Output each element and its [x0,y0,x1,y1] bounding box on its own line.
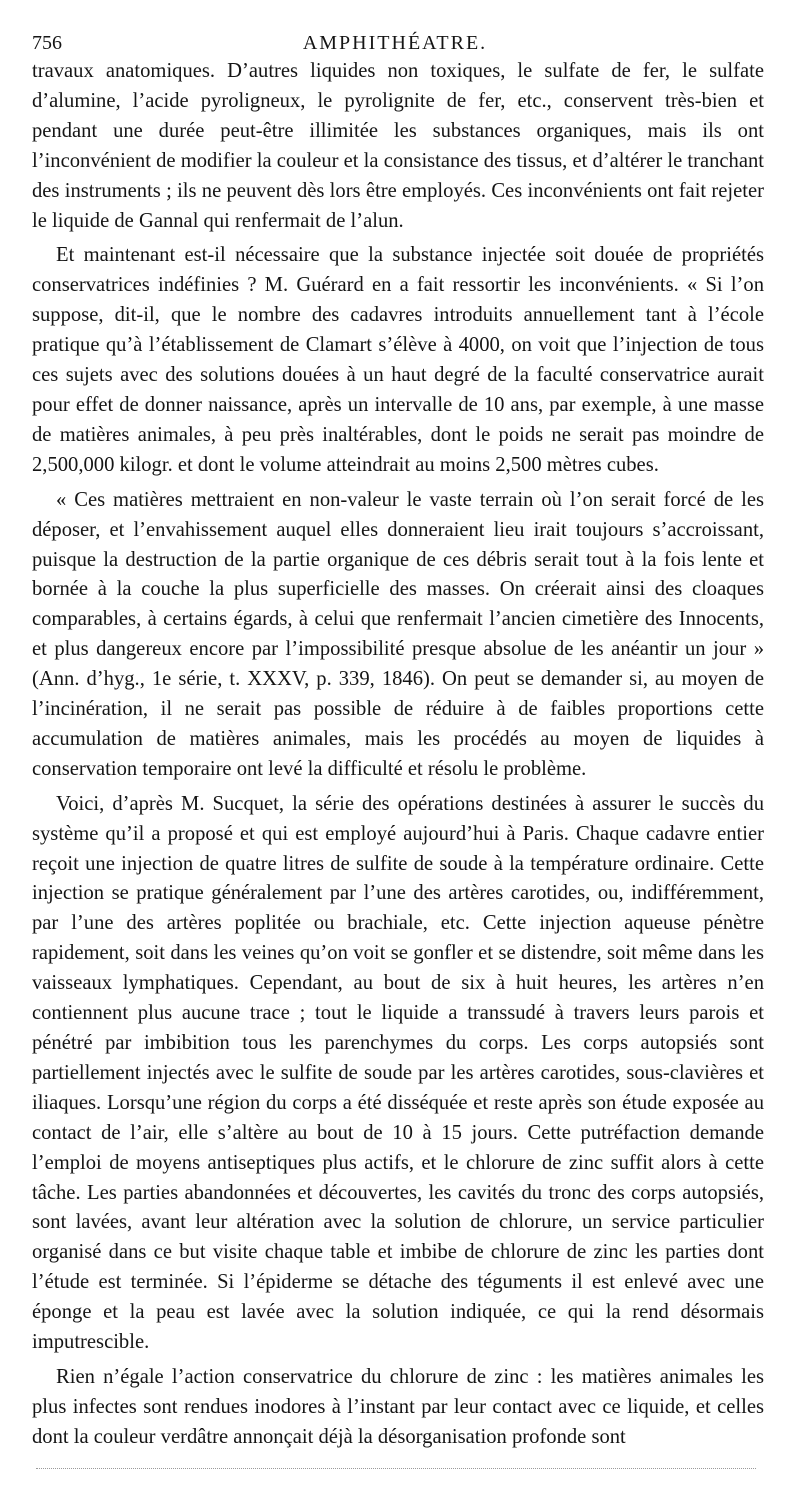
paragraph: Voici, d’après M. Sucquet, la série des opérations destinées à assurer le succès du système qu’il a proposé et qui est employé aujourd’hui à Paris. Chaque cadavre entier reçoit une injection de quatre litres de sulfite de soude à la température ordinaire. Cette injection se pratique généralement par l’une des artères carotides, ou, indifféremment, par l’une des artères poplitée ou brachiale, etc. Cette injection aqueuse pénètre rapidement, soit dans les veines qu’on voit se gonfler et se distendre, soit même dans les vaisseaux lymphatiques. Cependant, au bout de six à huit heures, les artères n’en contiennent plus aucune trace ; tout le liquide a transsudé à travers leurs parois et pénétré par imbibition tous les parenchymes du corps. Les corps autopsiés sont partiellement injectés avec le sulfite de soude par les artères carotides, sous-clavières et iliaques. Lorsqu’une région du corps a été disséquée et reste après son étude exposée au contact de l’air, elle s’altère au bout de 10 à 15 jours. Cette putréfaction demande l’emploi de moyens antiseptiques plus actifs, et le chlorure de zinc suffit alors à cette tâche. Les parties abandonnées et découvertes, les cavités du tronc des corps autopsiés, sont lavées, avant leur altération avec la solution de chlorure, un service particulier organisé dans ce but visite chaque table et imbibe de chlorure de zinc les parties dont l’étude est terminée. Si l’épiderme se détache des téguments il est enlevé avec une éponge et la peau est lavée avec la solution indiquée, ce qui la rend désormais imputrescible. [32,792,764,1354]
paragraph: Rien n’égale l’action conservatrice du chlorure de zinc : les matières animales les plus infectes sont rendues inodores à l’instant par leur contact avec ce liquide, et celles dont la couleur verdâtre annonçait déjà la désorganisation profonde sont [32,1365,764,1448]
body-text [32,57,764,1453]
paragraph: travaux anatomiques. D’autres liquides non toxiques, le sulfate de fer, le sulfate d’alumine, l’acide pyroligneux, le pyrolignite de fer, etc., conservent très-bien et pendant une durée peut-être illimitée les substances organiques, mais ils ont l’inconvénient de modifier la couleur et la consistance des tissus, et d’altérer le tranchant des instruments ; ils ne peuvent dès lors être employés. Ces inconvénients ont fait rejeter le liquide de Gannal qui renfermait de l’alun. [32,60,764,232]
paragraph: Et maintenant est-il nécessaire que la substance injectée soit douée de propriétés conservatrices indéfinies ? M. Guérard en a fait ressortir les inconvénients. « Si l’on suppose, dit-il, que le nombre des cadavres introduits annuellement tant à l’école pratique qu’à l’établissement de Clamart s’élève à 4000, on voit que l’injection de tous ces sujets avec des solutions douées à un haut degré de la faculté conservatrice aurait pour effet de donner naissance, après un intervalle de 10 ans, par exemple, à une masse de matières animales, à peu près inaltérables, dont le poids ne serait pas moindre de 2,500,000 kilogr. et dont le volume atteindrait au moins 2,500 mètres cubes. [32,244,764,476]
paragraph: « Ces matières mettraient en non-valeur le vaste terrain où l’on serait forcé de les déposer, et l’envahissement auquel elles donneraient lieu irait toujours s’accroissant, puisque la destruction de la partie organique de ces débris serait tout à la fois lente et bornée à la couche la plus superficielle des masses. On créerait ainsi des cloaques comparables, à certains égards, à celui que renfermait l’ancien cimetière des Innocents, et plus dangereux encore par l’impossibilité presque absolue de les anéantir un jour » (Ann. d’hyg., 1e série, t. XXXV, p. 339, 1846). On peut se demander si, au moyen de l’incinération, il ne serait pas possible de réduire à de faibles proportions cette accumulation de matières animales, mais les procédés au moyen de liquides à conservation temporaire ont levé la difficulté et résolu le problème. [32,488,764,780]
page-header [28,28,762,58]
bottom-divider [36,1468,756,1469]
page-number: 756 [32,32,62,54]
running-head: AMPHITHÉATRE. [302,32,488,54]
